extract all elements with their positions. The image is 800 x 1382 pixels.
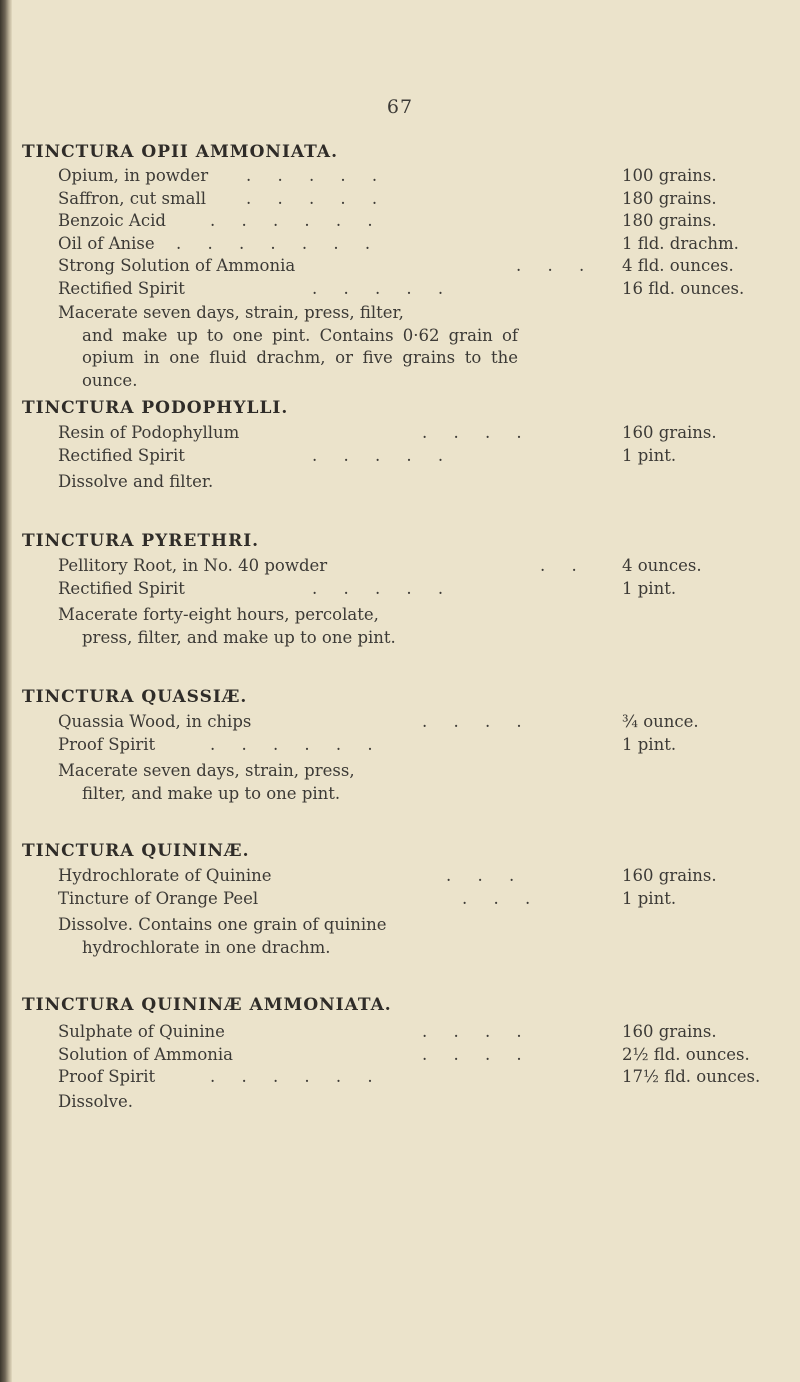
ingredient-name: Quassia Wood, in chips xyxy=(58,712,252,731)
ingredient-row xyxy=(14,445,800,468)
recipe-title: TINCTURA PODOPHYLLI. xyxy=(22,398,289,418)
leader-dots: . . . . xyxy=(422,1044,522,1064)
recipe-directions xyxy=(58,914,518,959)
ingredient-row xyxy=(14,1066,800,1089)
ingredient-list xyxy=(14,865,800,910)
leader-dots: . . . xyxy=(446,866,515,885)
ingredient-amount: 16 fld. ounces. xyxy=(622,278,745,298)
ingredient-amount: 160 grains. xyxy=(622,1022,717,1041)
leader-dots: . . . . xyxy=(422,1022,522,1041)
ingredient-name: Rectified Spirit xyxy=(58,578,185,598)
directions-first-line: Macerate forty-eight hours, percolate, xyxy=(58,605,379,624)
ingredient-amount: 180 grains. xyxy=(622,188,717,208)
recipe-section xyxy=(14,531,800,647)
ingredient-name: Benzoic Acid xyxy=(58,211,166,230)
ingredient-row xyxy=(14,734,800,757)
recipe-title: TINCTURA QUININÆ. xyxy=(22,841,250,861)
recipe-directions xyxy=(58,302,518,392)
ingredient-row xyxy=(14,278,800,301)
ingredient-name: Proof Spirit xyxy=(58,1067,156,1086)
recipe-title: TINCTURA PYRETHRI. xyxy=(22,531,260,551)
recipe-section xyxy=(14,398,800,491)
recipe-title: TINCTURA QUININÆ AMMONIATA. xyxy=(22,995,392,1015)
leader-dots: . . . . . xyxy=(246,166,378,185)
leader-dots: . . . . . . . xyxy=(176,233,371,253)
ingredient-list xyxy=(14,165,800,300)
leader-dots: . . . . . . xyxy=(210,211,373,230)
recipe-directions xyxy=(58,760,518,805)
ingredient-amount: 1 pint. xyxy=(622,578,677,598)
recipe-title: TINCTURA QUASSIÆ. xyxy=(22,687,248,707)
ingredient-amount: 160 grains. xyxy=(622,423,717,442)
leader-dots: . . . . xyxy=(422,423,522,442)
ingredient-amount: 1 fld. drachm. xyxy=(622,233,739,253)
directions-first-line: Dissolve and filter. xyxy=(58,472,214,491)
ingredient-name: Pellitory Root, in No. 40 powder xyxy=(58,556,328,575)
ingredient-row xyxy=(14,555,800,578)
directions-continued: press, filter, and make up to one pint. xyxy=(82,627,396,647)
ingredient-list xyxy=(14,1021,800,1089)
ingredient-amount: 160 grains. xyxy=(622,866,717,885)
leader-dots: . . . . . xyxy=(312,578,444,598)
ingredient-amount: 1 pint. xyxy=(622,445,677,465)
leader-dots: . . . . . xyxy=(246,188,378,208)
recipe-section xyxy=(14,995,800,1111)
ingredient-list xyxy=(14,422,800,467)
ingredient-name: Strong Solution of Ammonia xyxy=(58,256,296,275)
ingredient-amount: 2½ fld. ounces. xyxy=(622,1044,750,1064)
recipe-section xyxy=(14,142,800,390)
directions-first-line: Dissolve. xyxy=(58,1092,133,1111)
recipe-directions xyxy=(58,1091,518,1114)
ingredient-row xyxy=(14,233,800,256)
leader-dots: . . . . xyxy=(422,712,522,731)
recipe-title: TINCTURA OPII AMMONIATA. xyxy=(22,142,339,162)
ingredient-row xyxy=(14,422,800,445)
ingredient-name: Solution of Ammonia xyxy=(58,1044,234,1064)
ingredient-amount: 1 pint. xyxy=(622,734,677,754)
ingredient-row xyxy=(14,1044,800,1067)
directions-first-line: Macerate seven days, strain, press, filter, xyxy=(58,303,404,322)
ingredient-row xyxy=(14,165,800,188)
book-spine-shadow xyxy=(0,0,12,1382)
ingredient-row xyxy=(14,578,800,601)
recipe-section xyxy=(14,841,800,957)
leader-dots: . . xyxy=(540,556,577,575)
ingredient-name: Hydrochlorate of Quinine xyxy=(58,866,272,885)
ingredient-amount: 1 pint. xyxy=(622,888,677,908)
ingredient-row xyxy=(14,711,800,734)
directions-first-line: Dissolve. Contains one grain of quinine xyxy=(58,915,387,934)
leader-dots: . . . . . xyxy=(312,445,444,465)
ingredient-row xyxy=(14,188,800,211)
ingredient-row xyxy=(14,210,800,233)
leader-dots: . . . . . xyxy=(312,278,444,298)
directions-continued: and make up to one pint. Contains 0·62 grain of opium in one fluid drachm, or five grains to the ounce. xyxy=(82,325,518,390)
page-number: 67 xyxy=(386,96,414,118)
ingredient-list xyxy=(14,711,800,756)
ingredient-name: Tincture of Orange Peel xyxy=(58,888,259,908)
leader-dots: . . . . . . xyxy=(210,1067,373,1086)
ingredient-amount: 100 grains. xyxy=(622,166,717,185)
ingredient-amount: 17½ fld. ounces. xyxy=(622,1067,761,1086)
recipe-directions xyxy=(58,604,518,649)
leader-dots: . . . . . . xyxy=(210,734,373,754)
ingredient-row xyxy=(14,255,800,278)
directions-first-line: Macerate seven days, strain, press, xyxy=(58,761,355,780)
ingredient-list xyxy=(14,555,800,600)
ingredient-amount: 4 ounces. xyxy=(622,556,702,575)
directions-continued: hydrochlorate in one drachm. xyxy=(82,937,331,957)
ingredient-name: Oil of Anise xyxy=(58,233,155,253)
directions-continued: filter, and make up to one pint. xyxy=(82,783,341,803)
ingredient-row xyxy=(14,888,800,911)
recipe-section xyxy=(14,687,800,803)
leader-dots: . . . xyxy=(462,888,531,908)
ingredient-name: Proof Spirit xyxy=(58,734,156,754)
recipe-directions xyxy=(58,471,518,494)
ingredient-amount: 4 fld. ounces. xyxy=(622,256,734,275)
ingredient-amount: 180 grains. xyxy=(622,211,717,230)
ingredient-name: Rectified Spirit xyxy=(58,278,185,298)
ingredient-name: Saffron, cut small xyxy=(58,188,207,208)
ingredient-name: Resin of Podophyllum xyxy=(58,423,240,442)
ingredient-name: Rectified Spirit xyxy=(58,445,185,465)
ingredient-name: Sulphate of Quinine xyxy=(58,1022,225,1041)
ingredient-row xyxy=(14,1021,800,1044)
leader-dots: . . . xyxy=(516,256,585,275)
ingredient-name: Opium, in powder xyxy=(58,166,209,185)
ingredient-amount: ¾ ounce. xyxy=(622,712,699,731)
ingredient-row xyxy=(14,865,800,888)
